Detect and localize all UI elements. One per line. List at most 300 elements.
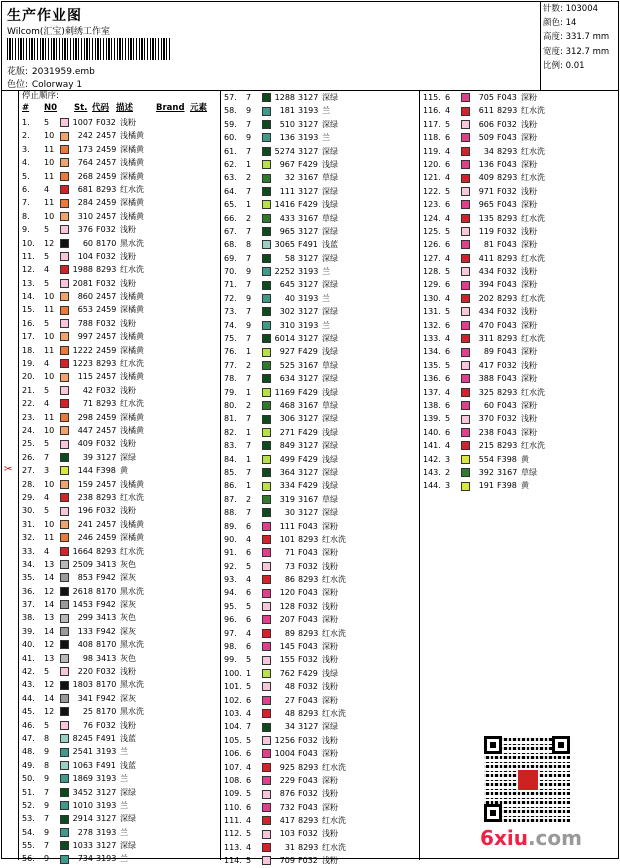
row-description: 深灰: [120, 600, 136, 610]
row-code: 3193: [96, 800, 117, 810]
table-row: [224, 520, 362, 533]
row-description: 浅粉: [322, 789, 338, 799]
table-row: [224, 439, 362, 452]
row-needle: 11: [44, 171, 55, 181]
row-description: 深粉: [521, 427, 537, 437]
row-description: 深橘黄: [120, 305, 144, 315]
row-description: 浅粉: [521, 414, 537, 424]
stop-sequence-table: [2, 91, 618, 866]
row-stitch-count: 81: [483, 240, 494, 250]
company-name: Wilcom(汇宝)刺绣工作室: [7, 27, 110, 37]
row-index: 86.: [224, 481, 237, 491]
table-row: [22, 116, 207, 129]
row-index: 129.: [423, 280, 441, 290]
color-swatch: [262, 428, 271, 437]
row-code: F032: [298, 735, 318, 745]
table-row: [22, 826, 207, 839]
row-code: F032: [96, 720, 116, 730]
color-swatch: [60, 359, 69, 368]
row-index: 22.: [22, 399, 35, 409]
row-needle: 7: [246, 441, 252, 451]
header-description: 描述: [116, 103, 134, 113]
row-index: 136.: [423, 374, 441, 384]
table-row: [423, 265, 561, 278]
row-description: 浅粉: [521, 186, 537, 196]
row-index: 111.: [224, 816, 242, 826]
row-index: 10.: [22, 238, 35, 248]
row-needle: 2: [246, 213, 252, 223]
row-index: 31.: [22, 519, 35, 529]
row-stitch-count: 34: [483, 146, 494, 156]
header-code: 代码: [92, 103, 110, 113]
color-swatch: [60, 627, 69, 636]
color-swatch: [461, 227, 470, 236]
row-code: 2457: [96, 519, 117, 529]
row-index: 43.: [22, 680, 35, 690]
row-description: 兰: [120, 800, 128, 810]
row-code: F491: [96, 733, 116, 743]
table-row: [22, 183, 207, 196]
color-swatch: [262, 736, 271, 745]
row-stitch-count: 468: [279, 400, 295, 410]
row-code: 8293: [298, 762, 319, 772]
row-index: 24.: [22, 425, 35, 435]
color-swatch: [60, 520, 69, 529]
row-needle: 6: [246, 588, 252, 598]
row-index: 37.: [22, 600, 35, 610]
row-stitch-count: 298: [77, 412, 93, 422]
table-row: [224, 479, 362, 492]
row-code: 3127: [298, 508, 319, 518]
row-needle: 9: [246, 267, 252, 277]
table-row: [423, 145, 561, 158]
table-row: [22, 652, 207, 665]
row-code: 2459: [96, 171, 117, 181]
color-swatch: [262, 482, 271, 491]
row-code: F429: [298, 668, 318, 678]
row-stitch-count: 103: [279, 829, 295, 839]
row-needle: 6: [445, 133, 451, 143]
row-stitch-count: 302: [279, 307, 295, 317]
row-code: 3127: [298, 186, 319, 196]
table-row: [224, 506, 362, 519]
color-swatch: [60, 721, 69, 730]
row-description: 深粉: [521, 200, 537, 210]
color-swatch: [262, 669, 271, 678]
row-description: 红水洗: [322, 762, 346, 772]
row-description: 浅蓝: [120, 760, 136, 770]
row-description: 黑水洗: [120, 238, 144, 248]
color-swatch: [262, 776, 271, 785]
row-index: 134.: [423, 347, 441, 357]
row-code: 8293: [497, 146, 518, 156]
row-needle: 9: [44, 800, 50, 810]
table-row: [22, 545, 207, 558]
color-swatch: [262, 749, 271, 758]
row-index: 94.: [224, 588, 237, 598]
row-needle: 6: [445, 200, 451, 210]
row-description: 红水洗: [322, 575, 346, 585]
row-index: 76.: [224, 347, 237, 357]
row-code: 8293: [497, 293, 518, 303]
row-needle: 4: [445, 253, 451, 263]
row-stitch-count: 196: [77, 506, 93, 516]
row-stitch-count: 215: [478, 441, 494, 451]
row-index: 48.: [22, 747, 35, 757]
row-stitch-count: 653: [77, 305, 93, 315]
row-code: F032: [298, 655, 318, 665]
row-index: 32.: [22, 533, 35, 543]
table-row: [224, 118, 362, 131]
row-needle: 7: [44, 814, 50, 824]
table-row: [224, 720, 362, 733]
row-code: F032: [497, 119, 517, 129]
row-needle: 4: [246, 816, 252, 826]
row-stitch-count: 634: [279, 374, 295, 384]
color-swatch: [60, 573, 69, 582]
row-needle: 4: [246, 575, 252, 585]
row-index: 77.: [224, 360, 237, 370]
row-code: F032: [497, 226, 517, 236]
colorway-value: Colorway 1: [31, 80, 83, 90]
table-row: [423, 453, 561, 466]
row-description: 红水洗: [120, 546, 144, 556]
table-row: [423, 292, 561, 305]
row-stitch-count: 409: [77, 439, 93, 449]
row-description: 红水洗: [322, 842, 346, 852]
row-needle: 4: [246, 762, 252, 772]
row-stitch-count: 135: [478, 213, 494, 223]
row-index: 88.: [224, 508, 237, 518]
row-description: 浅粉: [120, 118, 136, 127]
table-row: [224, 493, 362, 506]
row-stitch-count: 136: [478, 159, 494, 169]
row-code: 3193: [96, 774, 117, 784]
table-row: [22, 692, 207, 705]
row-code: F032: [96, 251, 116, 261]
row-description: 兰: [322, 106, 330, 116]
row-stitch-count: 997: [77, 332, 93, 342]
row-index: 104.: [224, 722, 242, 732]
row-code: 8293: [96, 546, 117, 556]
row-index: 126.: [423, 240, 441, 250]
row-stitch-count: 2081: [72, 278, 93, 288]
row-stitch-count: 241: [77, 519, 93, 529]
row-stitch-count: 238: [77, 492, 93, 502]
table-row: [224, 158, 362, 171]
row-description: 深橘黄: [120, 533, 144, 543]
table-row: [22, 478, 207, 491]
row-code: 2457: [96, 372, 117, 382]
row-stitch-count: 311: [478, 334, 494, 344]
row-code: F043: [497, 320, 517, 330]
row-code: 3167: [298, 213, 319, 223]
row-description: 浅粉: [120, 439, 136, 449]
row-needle: 5: [246, 682, 252, 692]
row-index: 4.: [22, 158, 30, 168]
color-swatch: [60, 118, 69, 127]
row-description: 浅粉: [120, 278, 136, 288]
row-description: 深橘黄: [120, 171, 144, 181]
row-stitch-count: 1256: [274, 735, 295, 745]
row-code: F043: [298, 588, 318, 598]
table-row: [423, 332, 561, 345]
table-row: [423, 278, 561, 291]
row-code: 2457: [96, 332, 117, 342]
table-row: [22, 223, 207, 236]
row-description: 深粉: [521, 159, 537, 169]
row-stitch-count: 173: [77, 144, 93, 154]
row-code: 3127: [298, 722, 319, 732]
row-needle: 6: [445, 427, 451, 437]
color-swatch: [262, 267, 271, 276]
row-code: F032: [298, 829, 318, 839]
row-stitch-count: 705: [478, 93, 494, 102]
table-row: [22, 196, 207, 209]
row-description: 深绿: [322, 334, 338, 344]
row-index: 51.: [22, 787, 35, 797]
row-stitch-count: 155: [279, 655, 295, 665]
row-description: 深粉: [521, 320, 537, 330]
row-needle: 6: [445, 347, 451, 357]
row-code: 8293: [497, 213, 518, 223]
row-index: 144.: [423, 481, 441, 491]
color-swatch: [60, 734, 69, 743]
row-code: F942: [96, 693, 116, 703]
row-stitch-count: 1063: [72, 760, 93, 770]
row-code: F043: [497, 280, 517, 290]
row-needle: 5: [445, 267, 451, 277]
row-index: 63.: [224, 173, 237, 183]
table-row: [423, 319, 561, 332]
color-swatch: [461, 133, 470, 142]
row-needle: 7: [246, 374, 252, 384]
table-row: [22, 678, 207, 691]
color-swatch: [60, 801, 69, 810]
row-index: 60.: [224, 133, 237, 143]
row-stitch-count: 39: [82, 452, 93, 462]
row-description: 浅橘黄: [120, 425, 144, 435]
row-needle: 2: [246, 173, 252, 183]
table-row: [224, 319, 362, 332]
table-row: [22, 424, 207, 437]
row-code: F942: [96, 626, 116, 636]
table-row: [224, 212, 362, 225]
row-stitch-count: 1988: [72, 265, 93, 275]
row-index: 91.: [224, 548, 237, 558]
row-index: 140.: [423, 427, 441, 437]
row-description: 深粉: [521, 374, 537, 384]
row-stitch-count: 48: [284, 708, 295, 718]
row-needle: 4: [246, 708, 252, 718]
row-index: 128.: [423, 267, 441, 277]
row-code: F043: [497, 427, 517, 437]
color-swatch: [461, 254, 470, 263]
table-row: [224, 225, 362, 238]
table-row: [423, 399, 561, 412]
color-swatch: [461, 294, 470, 303]
row-description: 深粉: [322, 521, 338, 531]
row-needle: 1: [246, 481, 252, 491]
color-swatch: [60, 640, 69, 649]
row-index: 70.: [224, 267, 237, 277]
row-stitch-count: 2509: [72, 559, 93, 569]
color-swatch: [262, 174, 271, 183]
row-stitch-count: 60: [483, 400, 494, 410]
row-index: 36.: [22, 586, 35, 596]
table-row: [224, 560, 362, 573]
table-row: [224, 734, 362, 747]
row-description: 草绿: [322, 360, 338, 370]
row-index: 142.: [423, 454, 441, 464]
row-stitch-count: 31: [284, 842, 295, 852]
row-code: 3127: [298, 374, 319, 384]
row-code: F032: [497, 267, 517, 277]
row-code: 8293: [497, 173, 518, 183]
row-description: 深粉: [322, 695, 338, 705]
row-code: 3167: [497, 467, 518, 477]
table-row: [224, 707, 362, 720]
row-description: 兰: [322, 293, 330, 303]
row-needle: 2: [445, 467, 451, 477]
table-row: [423, 225, 561, 238]
row-stitch-count: 927: [279, 347, 295, 357]
row-description: 浅绿: [322, 427, 338, 437]
row-code: F032: [96, 385, 116, 395]
table-row: [22, 330, 207, 343]
row-needle: 10: [44, 372, 55, 382]
color-swatch: [60, 841, 69, 850]
row-needle: 5: [44, 720, 50, 730]
row-needle: 4: [44, 546, 50, 556]
row-needle: 2: [246, 494, 252, 504]
color-swatch: [60, 493, 69, 502]
color-swatch: [461, 455, 470, 464]
color-swatch: [60, 252, 69, 261]
row-description: 浅粉: [521, 119, 537, 129]
row-stitch-count: 433: [279, 213, 295, 223]
row-needle: 5: [246, 856, 252, 866]
table-row: [22, 759, 207, 772]
color-swatch: [60, 172, 69, 181]
color-swatch: [60, 399, 69, 408]
row-index: 64.: [224, 186, 237, 196]
rows-column-2: [224, 91, 362, 868]
row-needle: 5: [44, 667, 50, 677]
row-code: 8293: [298, 534, 319, 544]
row-index: 66.: [224, 213, 237, 223]
row-description: 草绿: [322, 173, 338, 183]
row-index: 73.: [224, 307, 237, 317]
row-description: 红水洗: [120, 359, 144, 369]
row-description: 浅粉: [322, 856, 338, 866]
row-stitch-count: 762: [279, 668, 295, 678]
table-row: [22, 531, 207, 544]
row-index: 45.: [22, 707, 35, 717]
sheet-header: [2, 2, 618, 91]
stop-sequence-label: 停止顺序:: [22, 91, 59, 101]
color-swatch: [60, 600, 69, 609]
row-index: 89.: [224, 521, 237, 531]
row-stitch-count: 238: [478, 427, 494, 437]
row-index: 40.: [22, 640, 35, 650]
row-stitch-count: 71: [82, 399, 93, 409]
color-swatch: [262, 254, 271, 263]
row-index: 93.: [224, 575, 237, 585]
color-swatch: [262, 696, 271, 705]
colorway-label: 色位:: [7, 80, 29, 90]
color-swatch: [461, 415, 470, 424]
row-code: 2457: [96, 479, 117, 489]
row-stitch-count: 181: [279, 106, 295, 116]
table-row: [224, 653, 362, 666]
table-row: [22, 638, 207, 651]
row-needle: 7: [246, 186, 252, 196]
column-2: [221, 91, 420, 866]
row-description: 浅橘黄: [120, 479, 144, 489]
row-description: 灰色: [120, 613, 136, 623]
table-row: [22, 504, 207, 517]
row-stitch-count: 876: [279, 789, 295, 799]
row-index: 25.: [22, 439, 35, 449]
color-swatch: [262, 388, 271, 397]
color-swatch: [60, 265, 69, 274]
row-description: 深橘黄: [120, 412, 144, 422]
row-description: 草绿: [322, 494, 338, 504]
row-stitch-count: 27: [284, 695, 295, 705]
table-row: [224, 332, 362, 345]
table-row: [22, 237, 207, 250]
color-swatch: [60, 453, 69, 462]
table-row: [22, 357, 207, 370]
row-code: F043: [497, 133, 517, 143]
row-code: 3127: [298, 146, 319, 156]
table-row: [22, 812, 207, 825]
table-row: [22, 705, 207, 718]
color-swatch: [461, 240, 470, 249]
row-stitch-count: 86: [284, 575, 295, 585]
row-description: 浅橘黄: [120, 519, 144, 529]
row-needle: 4: [445, 213, 451, 223]
table-row: [224, 131, 362, 144]
row-stitch-count: 220: [77, 667, 93, 677]
color-swatch: [60, 466, 69, 475]
row-needle: 7: [246, 334, 252, 344]
color-swatch: [262, 522, 271, 531]
row-code: F032: [497, 186, 517, 196]
table-row: [224, 680, 362, 693]
row-index: 108.: [224, 775, 242, 785]
row-description: 深绿: [322, 722, 338, 732]
table-row: [224, 238, 362, 251]
row-index: 1.: [22, 118, 30, 127]
table-row: [224, 426, 362, 439]
row-needle: 7: [246, 280, 252, 290]
row-index: 56.: [22, 854, 35, 864]
row-description: 黄: [521, 454, 529, 464]
row-description: 深绿: [322, 307, 338, 317]
row-index: 7.: [22, 198, 30, 208]
row-stitch-count: 370: [478, 414, 494, 424]
table-row: [224, 761, 362, 774]
row-needle: 7: [246, 414, 252, 424]
row-description: 黑水洗: [120, 586, 144, 596]
row-index: 41.: [22, 653, 35, 663]
row-needle: 9: [246, 293, 252, 303]
color-swatch: [262, 682, 271, 691]
row-description: 深粉: [521, 93, 537, 102]
color-swatch: [60, 654, 69, 663]
